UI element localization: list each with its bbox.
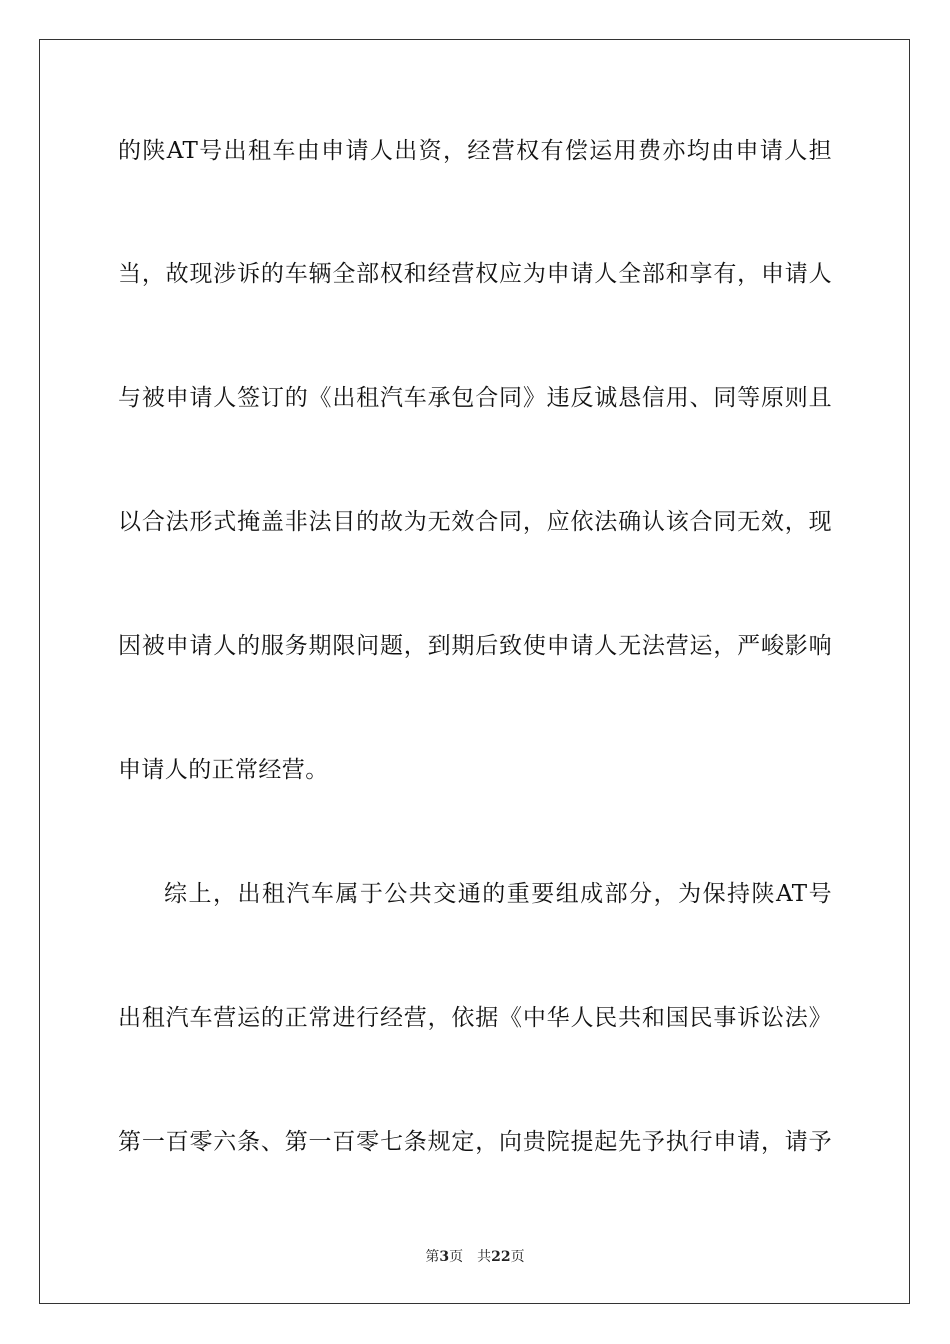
paragraph-line: 第一百零六条、第一百零七条规定，向贵院提起先予执行申请，请予: [118, 1129, 832, 1155]
paragraph-line: 因被申请人的服务期限问题，到期后致使申请人无法营运，严峻影响: [118, 633, 832, 659]
paragraph-line: 与被申请人签订的《出租汽车承包合同》违反诚恳信用、同等原则且: [118, 385, 832, 411]
page-border: [39, 39, 910, 1304]
page-prefix: 第: [425, 1249, 440, 1265]
paragraph-line: 当，故现涉诉的车辆全部权和经营权应为申请人全部和享有，申请人: [118, 261, 832, 287]
page-footer: [0, 1248, 950, 1266]
paragraph-first-line: 综上，出租汽车属于公共交通的重要组成部分，为保持陕AT号: [164, 881, 832, 907]
page-suffix: 页: [449, 1249, 464, 1265]
paragraph-line: 的陕AT号出租车由申请人出资，经营权有偿运用费亦均由申请人担: [118, 138, 832, 164]
total-pages: 22: [491, 1249, 511, 1265]
paragraph-line: 出租汽车营运的正常进行经营，依据《中华人民共和国民事诉讼法》: [118, 1005, 832, 1031]
page-number: 3: [439, 1249, 450, 1265]
total-prefix: 共: [477, 1249, 492, 1265]
total-suffix: 页: [510, 1249, 525, 1265]
paragraph-last-line: 申请人的正常经营。: [118, 757, 329, 783]
paragraph-line: 以合法形式掩盖非法目的故为无效合同，应依法确认该合同无效，现: [118, 509, 832, 535]
